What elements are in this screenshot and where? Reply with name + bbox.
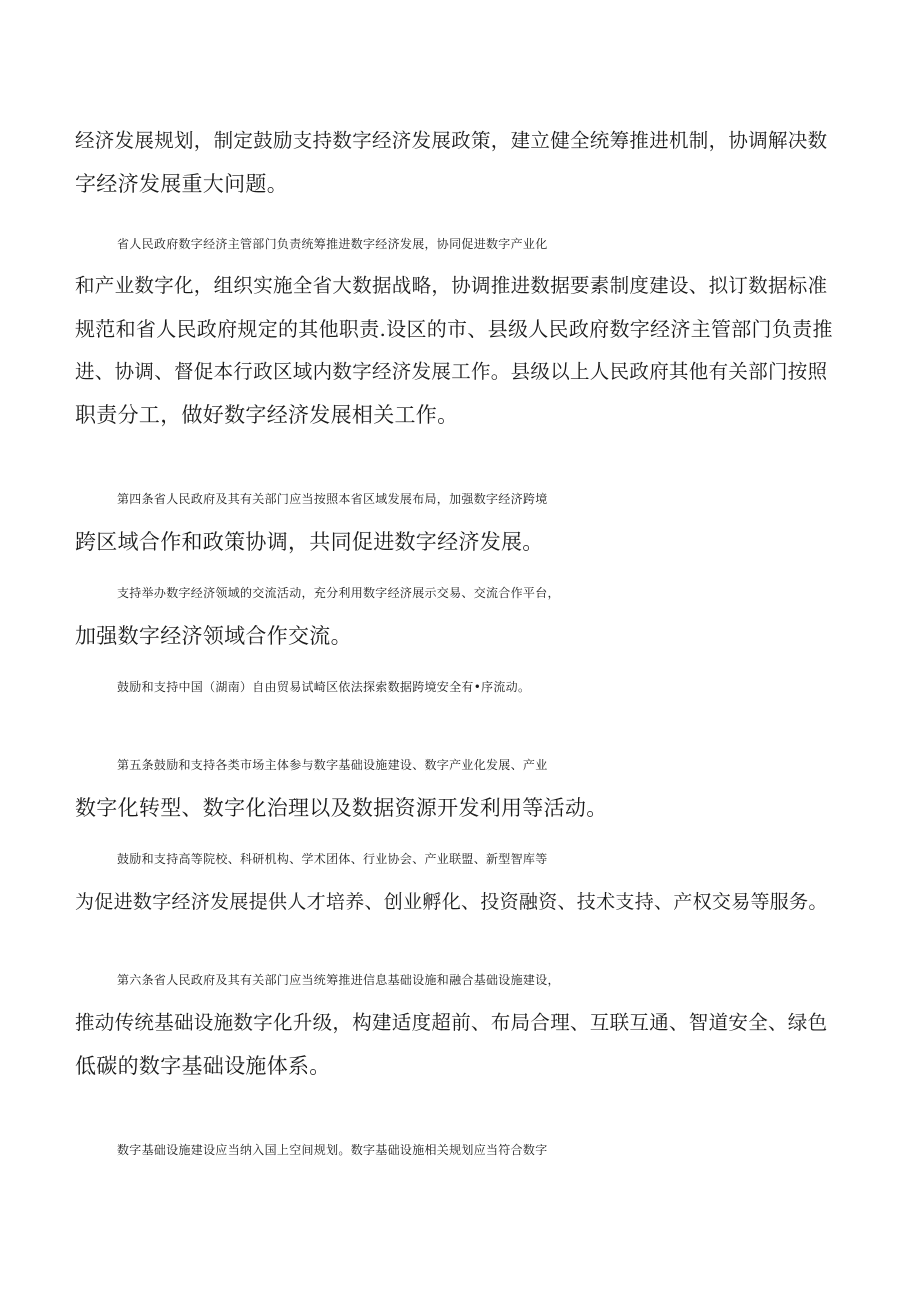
text-line: 省人民政府数字经济主管部门负责统筹推进数字经济发展，协同促进数字产业化 bbox=[117, 237, 548, 251]
text-line: 和产业数字化，组织实施全省大数据战略，协调推进数据要素制度建设、拟订数据标准 bbox=[75, 274, 828, 297]
text-line: 字经济发展重大问题。 bbox=[75, 172, 288, 196]
text-line: 第四条省人民政府及其有关部门应当按照本省区域发展布局，加强数字经济跨境 bbox=[117, 492, 548, 506]
text-line: 为促进数字经济发展提供人才培养、创业孵化、投资融资、技术支持、产权交易等服务。 bbox=[75, 891, 828, 913]
text-line: 数字化转型、数字化治理以及数据资源开发利用等活动。 bbox=[75, 796, 608, 820]
text-line: 低碳的数字基础设施体系。 bbox=[75, 1054, 331, 1078]
text-line: 经济发展规划，制定鼓励支持数字经济发展政策，建立健全统筹推进机制，协调解决数 bbox=[75, 129, 828, 152]
text-line: 加强数字经济领域合作交流。 bbox=[75, 624, 352, 648]
text-line: 第六条省人民政府及其有关部门应当统筹推进信息基础设施和融合基础设施建设， bbox=[117, 973, 560, 987]
text-line: 规范和省人民政府规定的其他职责.设区的市、县级人民政府数字经济主管部门负责推 bbox=[75, 317, 833, 341]
text-line: 推动传统基础设施数字化升级，构建适度超前、布局合理、互联互通、智道安全、绿色 bbox=[75, 1011, 828, 1034]
text-line: 鼓励和支持中国（湖南）自由贸易试崎区依法探索数据跨境安全有•序流动。 bbox=[117, 680, 531, 694]
text-line: 进、协调、督促本行政区域内数字经济发展工作。县级以上人民政府其他有关部门按照 bbox=[75, 360, 828, 383]
text-line: 职责分工，做好数字经济发展相关工作。 bbox=[75, 403, 459, 427]
text-line: 第五条鼓励和支持各类市场主体参与数字基础设施建设、数字产业化发展、产业 bbox=[117, 758, 548, 772]
text-line: 支持举办数字经济领域的交流活动，充分利用数字经济展示交易、交流合作平台， bbox=[117, 586, 560, 600]
text-line: 数字基础设施建设应当纳入国上空间规划。数字基础设施相关规划应当符合数字 bbox=[117, 1143, 548, 1157]
text-line: 跨区域合作和政策协调，共同促进数字经济发展。 bbox=[75, 530, 544, 554]
text-line: 鼓励和支持高等院校、科研机构、学术团体、行业协会、产业联盟、新型智库等 bbox=[117, 852, 548, 866]
